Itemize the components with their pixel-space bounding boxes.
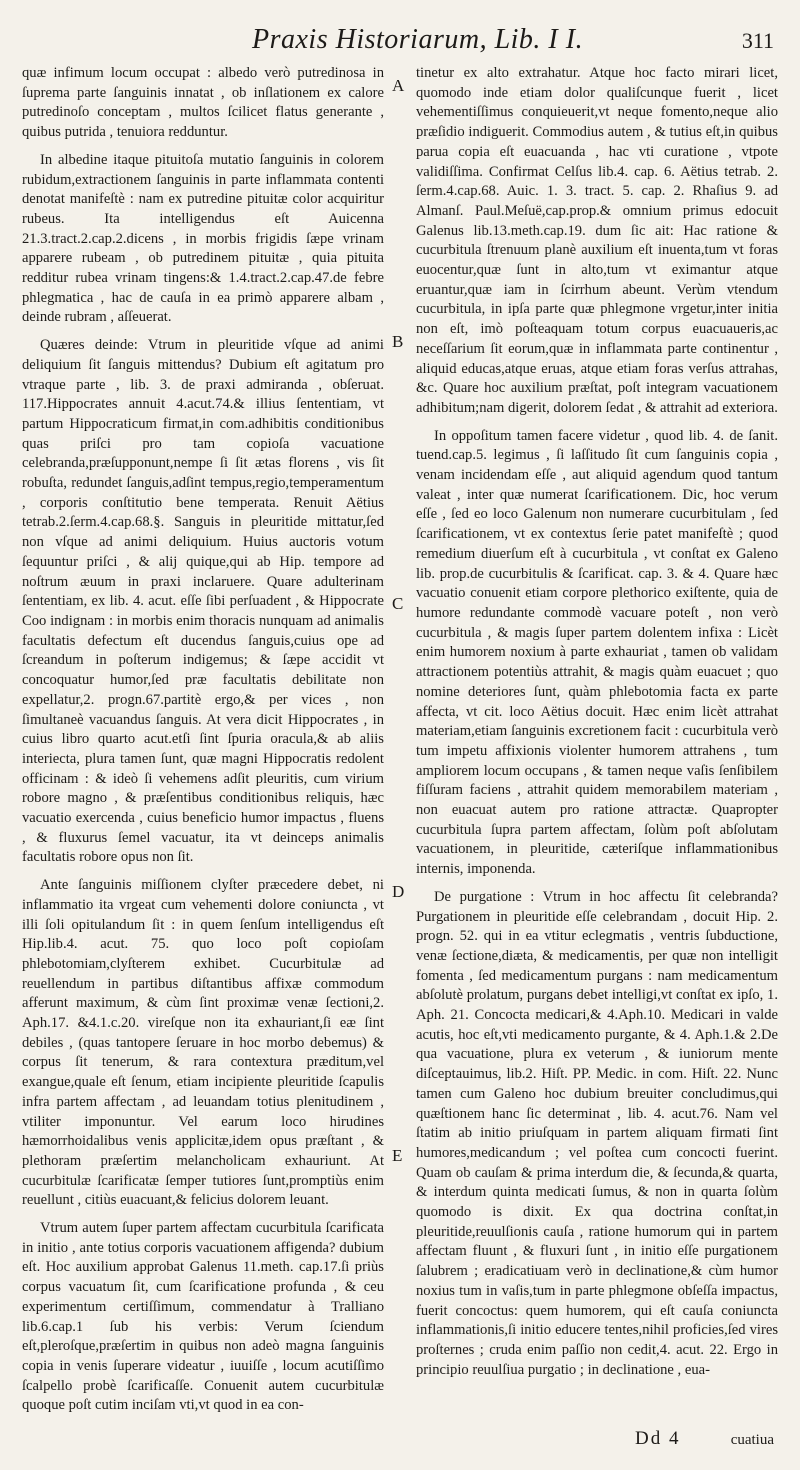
margin-letter-a: A: [392, 76, 405, 95]
margin-letter-d: D: [392, 882, 405, 901]
paragraph: De purgatione : Vtrum in hoc affectu ſit celebranda? Purgationem in pleuritide eſſe celebrandam , docuit Hip. 2. progn. 52. qui in ea vtitur eclegmatis , ventris ſubductione, venæ ſectione,diæta, & medicamentis, per quæ non intelligit fomenta , ſed medicamentum purgans : nam medicamentum abſolutè prolatum, purgans debet intelligi,vt conſtat ex ipſo, 1. Aph. 21. Concocta medicari,& 4.Aph.10. Medicari in valde acutis, hoc eſt,vti medicamento purgante, & 4. Aph.1.& 2.De qua vacuatione, plura ex veterum , & iuniorum mente diſceptauimus, lib.2. Hiſt. PP. Medic. in com. Hiſt. 22. Nunc tamen cum Galeno hoc dubium breuiter concludimus,qui quæſtionem hanc ſic determinat , lib. 4. acut.76. Nam vel ſtatim ab initio priuſquam in partem aliquam firmati ſint humores,medicandum ; vel poſtea cum concocti fuerint. Quam ob cauſam & prima interdum die, & ſecunda,& quarta, & interdum quinta medicati ſumus, & non in quarta ſolùm quomodo is dixit. Ex qua doctrina conſtat,in pleuritide,reuulſionis cauſa , ratione humorum qui in partem affectam fluunt , & fluxuri ſunt , in initio eſſe purgationem ſalubrem ; eradicatiuam verò in declinatione,& cùm humor noxius tum in vaſis,tum in parte phlegmone obſeſſa impactus, fuerit concoctus: quem humorem, qui eſt cauſa coniuncta inflammationis,ſi initio educere tentes,nihil proficies,ſed vires proſternes ; cruda enim paſſio non cedit,4. acut. 22. Ergo in principio reuulſiua purgatio ; in declinatione , eua-: [416, 888, 778, 1378]
page-number: 311: [741, 28, 774, 53]
page-header: [22, 18, 778, 64]
signature-mark: Dd 4: [635, 1428, 681, 1449]
catchword: cuatiua: [730, 1432, 774, 1448]
margin-letter-b: B: [392, 332, 404, 351]
paragraph: tinetur ex alto extrahatur. Atque hoc facto mirari licet, quomodo inde etiam dolor qualiſcunque fuerit , licet vehementiſſimus conquieuerit,vt neque fomento,neque alio præſidio indiguerit. Commodius autem , & tutius eſt,in quibus parua copia eſt euacuanda , hac vti curatione , vtpote validiſſima. Confirmat Celſus lib.4. cap. 6. Aëtius tetrab. 2. ſerm.4.cap.68. Auic. 1. 3. tract. 5. cap. 2. Rhaſius 9. ad Almanſ. Paul.Meſuë,cap.prop.& omnium primus edocuit Galenus lib.13.meth.cap.19. dum ſic ait: Hac ratione & cucurbitula ſtrenuum planè auxilium eſt inuenta,tum vt foras euocentur,quæ ſunt in alto,tum vt eximantur atque eruantur,quæ iam in ſcirrhum abeunt. Verùm vtendum cucurbitula, in ipſa parte quæ phlegmone vrgetur,inter initia non eſt, imò poſteaquam totum corpus euacuaueris,ac neceſſarium ſit eorum,quæ in inflammata parte continentur , aliquid educas,atque eruas, atque etiam foras verſus attrahas, &c. Quare hoc auxilium præſtat, poſt integram vacuationem adhibitum;nam digerit, dolorem ſedat , & attrahit ad exteriora.: [416, 65, 778, 416]
paragraph: In oppoſitum tamen facere videtur , quod lib. 4. de ſanit. tuend.cap.5. legimus , ſi laſſitudo ſit cum ſanguinis copia , venam incidendam eſſe , aut aliquid agendum quod tantum valeat , inter quæ numerat ſcarificationem. Dic, hoc verum eſſe , ſed eo loco Galenum non numerare cucurbitulam , ſed ſcarificationem, vt ex contextus ſerie patet manifeſtè ; quod remedium diuerſum eſt à cucurbitula , vt conſtat ex Galeno lib. prop.de cucurbitulis & ſcarificat. cap. 3. & 4. Quare hæc vacuatio conuenit etiam corpore plethorico exiſtente, quia de humore redundante commodè vacuare poteſt , non verò cucurbitula , & magis ſuper partem dolentem infixa : Licèt enim humorem noxium à parte exhauriat , tamen ob validam attractionem potentiùs attrahit, & magis quàm euacuet ; quo nomine deteriores ſunt, quàm phlebotomia facta ex parte affecta, vt cit. loco Aëtius docuit. Hæc enim licèt attrahat materiam,etiam ſanguinis excretionem facit : cucurbitula verò tum impetu affixionis violenter humorem attrahens , tum ampliorem locum occupans , & tamen neque vaſis ſenſibilem fiſſuram faciens , attrahit quidem memorabilem materiam , non euacuat autem pro ratione attractæ. Quapropter cucurbitula ſupra partem affectam, ſolùm poſt abſolutam vacuationem, in pleuritide, cæteriſque inflammationibus internis, imponenda.: [416, 427, 778, 878]
right-column: [416, 64, 778, 1424]
paragraph: Quæres deinde: Vtrum in pleuritide vſque ad animi deliquium ſit ſanguis mittendus? Dubium eſt agitatum pro vtraque parte , lib. 3. de praxi admiranda , obſeruat. 117.Hippocrates annuit 4.acut.74.& illius ſententiam, vt partum Hippocraticum firmat,in com.adhibitis conditionibus quas priſci pro tam copioſa vacuatione celebranda,præſupponunt,nempe ſi ſit ætas florens , vis ſit robuſta, redundet ſanguis,adſint tempus,regio,temperamentum , corporis conſtitutio bene temperata. Renuit Aëtius tetrab.2.ſerm.4.cap.68.§. Sanguis in pleuritide mittatur,ſed non vſque ad animi deliquium. Huius auctoris votum ſequuntur priſci , & alij quique,qui ab Hip. tempore ad noſtrum æuum in praxi inclaruere. Quare adulterinam ſententiam, ex lib. 4. acut. eſſe ſibi perſuadent , & Hippocrate Coo indignam : in morbis enim thoracis nunquam ad animalis facultatis defectum eſt ducendus ſanguis,cuius ope ad ſcreandum in poſterum indigemus; & ſæpe accidit vt concoquatur humor,ſed præ facultatis debilitate non expellatur,2. progn.67.partitè ergo,& per vices , non ſimultaneè vacuandus ſanguis. At vera dicit Hippocrates , in cuius libro quarto acut.etſi ſint ſpuria oracula,& ab aliis interiecta, plura tamen ſunt, quæ magni Hippocratis redolent officinam : & ideò ſi vehemens adſit pleuritis, cum virium robore magno , & præſentibus conditionibus reliquis, hæc vacuatio exercenda , cuius beneficio humor impactus , fluens , & fluxurus ſemel vacuatur, ita vt deinceps animalis facultatis robore opus non ſit.: [22, 337, 384, 866]
running-title: Praxis Historiarum, Lib. I I.: [252, 24, 584, 55]
margin-letter-e: E: [392, 1146, 403, 1165]
left-column: [22, 64, 384, 1424]
page-footer: [0, 1428, 800, 1458]
paragraph: quæ infimum locum occupat : albedo verò putredinosa in ſuprema parte ſanguinis innatat , ob inſlationem ex calore putredinoſo conceptam , multos ſcilicet flatus generante , quibus putrida , tenuiora redduntur.: [22, 65, 384, 141]
paragraph: Ante ſanguinis miſſionem clyſter præcedere debet, ni inflammatio ita vrgeat cum vehementi dolore coniuncta , vt illi ſoli opitulandum ſit : in quem ſenſum intelligendus eſt Hip.lib.4. acut. 75. quo loco poſt copioſam phlebotomiam,clyſterem exhibet. Cucurbitulæ ad reuellendum in partibus diſtantibus affixæ commodum afferunt maximum, & cùm ſint proximæ venæ ſectioni,2. Aph.17. &4.1.c.20. vireſque non ita exhauriant,ſi eæ ſint debiles , (quas tantopere ſeruare in hoc morbo debemus) & corpus ſit tenerum, & rara contextura præditum,vel exangue,quale eſt ſenum, etiam incipiente pleuritide ſcapulis infra partem affectam , ad leuandam totius plenitudinem , vtiliter imponuntur. Vel earum loco hirudines hæmorrhoidalibus venis applicitæ,idem opus præſtant , & plethoram præſertim melancholicam exhauriunt. At cucurbitulæ ſcarificatæ ſemper tutiores ſunt,promptiùs enim reuellunt , citiùs euacuant,& felicius dolorem leuant.: [22, 877, 384, 1209]
margin-letter-c: C: [392, 594, 404, 613]
paragraph: In albedine itaque pituitoſa mutatio ſanguinis in colorem rubidum,extractionem ſanguinis in parte inflammata contenti denotat manifeſtè : nam ex putredine pituitæ color acquiritur rubeus. Ita intelligendus eſt Auicenna 21.3.tract.2.cap.2.dicens , in morbis frigidis ſæpe vrinam apparere rubeam , ob putredinem pituitæ , quia pituita redditur rubea vrinam tingens:& 1.4.tract.2.cap.47.de febre phlegmatica , hac de cauſa in ea primò apparere albam , deinde rubram , aſſeuerat.: [22, 151, 384, 326]
margin-gutter: [386, 64, 414, 1424]
paragraph: Vtrum autem ſuper partem affectam cucurbitula ſcarificata in initio , ante totius corporis vacuationem affigenda? dubium eſt. Hoc auxilium approbat Galenus 11.meth. cap.17.ſi priùs corpus vacuatum ſit, cum ſcarificatione profunda , & ceu experimentum certiſſimum, commendatur à Tralliano lib.6.cap.1 ſub his verbis: Verum ſciendum eſt,pleroſque,præſertim in quibus non adeò magna ſanguinis copia in venis ſuperare videatur , iuuiſſe , locum acutiſſimo ſcalpello probè ſcarificaſſe. Conuenit autem cucurbitulæ quoque poſt cutim inciſam vti,vt quod in ea con-: [22, 1220, 384, 1414]
text-columns: [22, 64, 778, 1424]
